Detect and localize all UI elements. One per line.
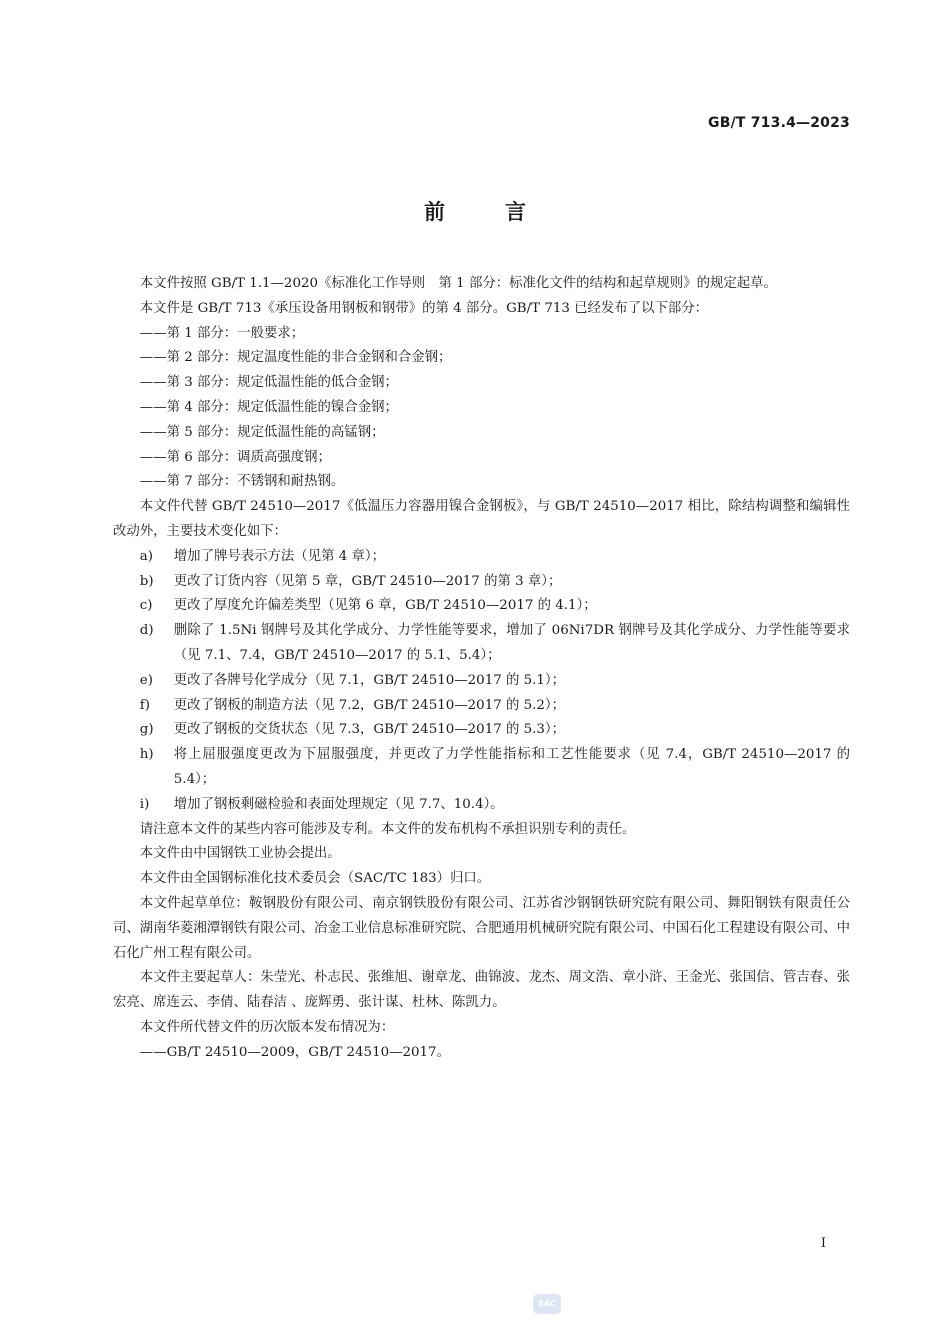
- page-title: 前言: [424, 200, 586, 224]
- change-label: f): [139, 697, 150, 713]
- paragraph-drafting-units: 本文件起草单位：鞍钢股份有限公司、南京钢铁股份有限公司、江苏省沙钢钢铁研究院有限公司、舞阳钢铁有限责任公司、湖南华菱湘潭钢铁有限公司、冶金工业信息标准研究院、合肥通用机械研究院有限公司、中国石化工程建设有限公司、中石化广州工程有限公司。: [113, 895, 850, 961]
- change-label: e): [139, 672, 153, 688]
- list-item-change-i: [113, 793, 850, 818]
- change-label: i): [139, 796, 150, 812]
- change-label: c): [139, 598, 153, 614]
- list-item-part-4: ——第 4 部分：规定低温性能的镍合金钢；: [139, 399, 398, 415]
- list-item-change-c: [113, 594, 850, 619]
- change-text: 删除了 1.5Ni 钢牌号及其化学成分、力学性能等要求，增加了 06Ni7DR 钢牌号及其化学成分、力学性能等要求（见 7.1、7.4，GB/T 24510—2017 的 5.1、5.4）；: [173, 623, 850, 663]
- change-text: 增加了牌号表示方法（见第 4 章）；: [173, 548, 385, 564]
- change-text: 更改了钢板的交货状态（见 7.3，GB/T 24510—2017 的 5.3）；: [173, 722, 566, 738]
- list-item-change-d: [113, 619, 850, 669]
- change-label: d): [139, 623, 154, 639]
- paragraph-drafters: 本文件主要起草人：朱莹光、朴志民、张维旭、谢章龙、曲锦波、龙杰、周文浩、章小浒、王金光、张国信、管吉春、张宏亮、席连云、李倩、陆春洁 、庞辉勇、张计谋、杜林、陈凯力。: [113, 970, 850, 1011]
- change-text: 更改了钢板的制造方法（见 7.2，GB/T 24510—2017 的 5.2）；: [173, 697, 566, 713]
- paragraph-history-intro: 本文件所代替文件的历次版本发布情况为：: [139, 1019, 395, 1035]
- change-label: b): [139, 573, 154, 589]
- change-label: g): [139, 722, 154, 738]
- change-label: h): [139, 747, 154, 763]
- page-number: I: [820, 1236, 826, 1251]
- foreword-body: [113, 272, 850, 1066]
- paragraph-replacement: 本文件代替 GB/T 24510—2017《低温压力容器用镍合金钢板》，与 GB/T 24510—2017 相比，除结构调整和编辑性改动外，主要技术变化如下：: [113, 499, 850, 539]
- change-text: 更改了订货内容（见第 5 章，GB/T 24510—2017 的第 3 章）；: [173, 573, 562, 589]
- list-item-part-5: ——第 5 部分：规定低温性能的高锰钢；: [139, 424, 385, 440]
- list-item-change-h: [113, 743, 850, 793]
- change-label: a): [139, 548, 154, 564]
- sac-watermark-icon: SAC: [533, 1294, 561, 1314]
- list-item-history: ——GB/T 24510—2009，GB/T 24510—2017。: [139, 1044, 450, 1060]
- paragraph-patent-notice: 请注意本文件的某些内容可能涉及专利。本文件的发布机构不承担识别专利的责任。: [139, 821, 636, 837]
- change-text: 更改了厚度允许偏差类型（见第 6 章，GB/T 24510—2017 的 4.1）；: [173, 598, 597, 614]
- list-item-change-e: [113, 669, 850, 694]
- paragraph-part-intro: 本文件是 GB/T 713《承压设备用钢板和钢带》的第 4 部分。GB/T 713 已经发布了以下部分：: [139, 300, 709, 316]
- list-item-part-6: ——第 6 部分：调质高强度钢；: [139, 449, 331, 465]
- list-item-part-7: ——第 7 部分：不锈钢和耐热钢。: [139, 474, 345, 490]
- list-item-change-g: [113, 718, 850, 743]
- list-item-part-3: ——第 3 部分：规定低温性能的低合金钢；: [139, 375, 398, 391]
- paragraph-proposer: 本文件由中国钢铁工业协会提出。: [139, 846, 341, 862]
- change-text: 更改了各牌号化学成分（见 7.1，GB/T 24510—2017 的 5.1）；: [173, 672, 566, 688]
- list-item-part-1: ——第 1 部分：一般要求；: [139, 325, 305, 341]
- change-text: 增加了钢板剩磁检验和表面处理规定（见 7.7、10.4）。: [173, 796, 504, 812]
- list-item-change-f: [113, 694, 850, 719]
- paragraph-drafting-rules: 本文件按照 GB/T 1.1—2020《标准化工作导则 第 1 部分：标准化文件的结构和起草规则》的规定起草。: [139, 276, 777, 291]
- change-text: 将上屈服强度更改为下屈服强度，并更改了力学性能指标和工艺性能要求（见 7.4，GB/T 24510—2017 的 5.4）；: [173, 747, 850, 787]
- list-item-part-2: ——第 2 部分：规定温度性能的非合金钢和合金钢；: [139, 350, 452, 366]
- list-item-change-b: [113, 570, 850, 595]
- standard-code: GB/T 713.4—2023: [708, 115, 850, 131]
- paragraph-committee: 本文件由全国钢标准化技术委员会（SAC/TC 183）归口。: [139, 871, 491, 887]
- list-item-change-a: [113, 545, 850, 570]
